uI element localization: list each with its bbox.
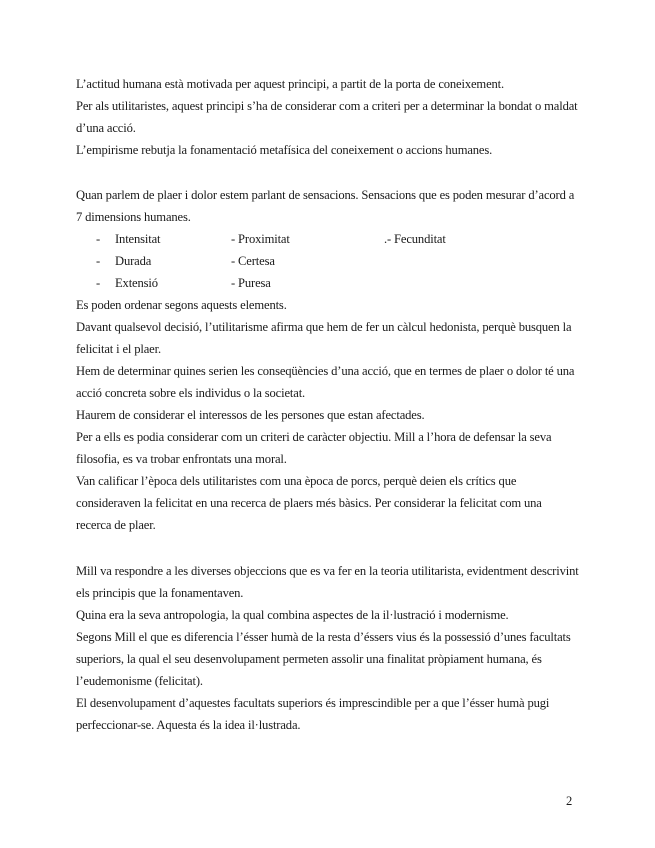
paragraph: Quan parlem de plaer i dolor estem parlant de sensacions. Sensacions que es poden mesurar d’acord a 7 dimensions humanes. [76,188,575,224]
paragraph: Quina era la seva antropologia, la qual combina aspectes de la il·lustració i modernisme. [76,608,509,622]
dimension-label: Durada [115,254,152,268]
paragraph: Per a ells es podia considerar com un criteri de caràcter objectiu. Mill a l’hora de defensar la seva filosofia, es va trobar enfrontats una moral. [76,430,552,466]
paragraph: L’actitud humana està motivada per aquest principi, a partit de la porta de coneixement. [76,77,505,91]
list-item [76,272,580,294]
paragraph: Es poden ordenar segons aquests elements. [76,298,287,312]
paragraph: Mill va respondre a les diverses objeccions que es va fer en la teoria utilitarista, evidentment descrivint els principis que la fonamentaven. [76,564,579,600]
paragraph: Hem de determinar quines serien les conseqüències d’una acció, que en termes de plaer o dolor té una acció concreta sobre els individus o la societat. [76,364,575,400]
page-number: 2 [566,794,573,808]
list-item [76,250,580,272]
paragraph: Haurem de considerar el interessos de les persones que estan afectades. [76,408,425,422]
bullet-dash: - [96,276,101,290]
dimension-label: Intensitat [115,232,161,246]
dimension-label: .- Fecunditat [384,232,446,246]
paragraph: Segons Mill el que es diferencia l’ésser humà de la resta d’éssers vius és la possessió d’unes facultats superiors, la qual el seu desenvolupament permeten assolir una finalitat pròpiament humana, és l’eudemonisme (felicitat). [76,630,571,688]
bullet-dash: - [96,254,101,268]
dimensions-list [76,228,580,294]
section-mill-response [76,560,580,736]
dimension-label: - Certesa [231,254,275,268]
dimension-label: - Proximitat [231,232,290,246]
dimension-label: - Puresa [231,276,271,290]
list-item [76,228,580,250]
paragraph: El desenvolupament d’aquestes facultats superiors és imprescindible per a que l’ésser humà pugi perfeccionar-se. Aquesta és la idea il·lustrada. [76,696,550,732]
dimension-label: Extensió [115,276,158,290]
section-principle [76,73,580,161]
paragraph: L’empirisme rebutja la fonamentació metafísica del coneixement o accions humanes. [76,143,493,157]
paragraph: Per als utilitaristes, aquest principi s’ha de considerar com a criteri per a determinar la bondat o maldat d’una acció. [76,99,578,135]
paragraph: Davant qualsevol decisió, l’utilitarisme afirma que hem de fer un càlcul hedonista, perquè busquen la felicitat i el plaer. [76,320,572,356]
section-pleasure-pain [76,184,580,536]
paragraph: Van calificar l’època dels utilitaristes com una època de porcs, perquè deien els crítics que consideraven la felicitat en una recerca de plaers més bàsics. Per considerar la felicitat com una recerca de plaer. [76,474,542,532]
bullet-dash: - [96,232,101,246]
